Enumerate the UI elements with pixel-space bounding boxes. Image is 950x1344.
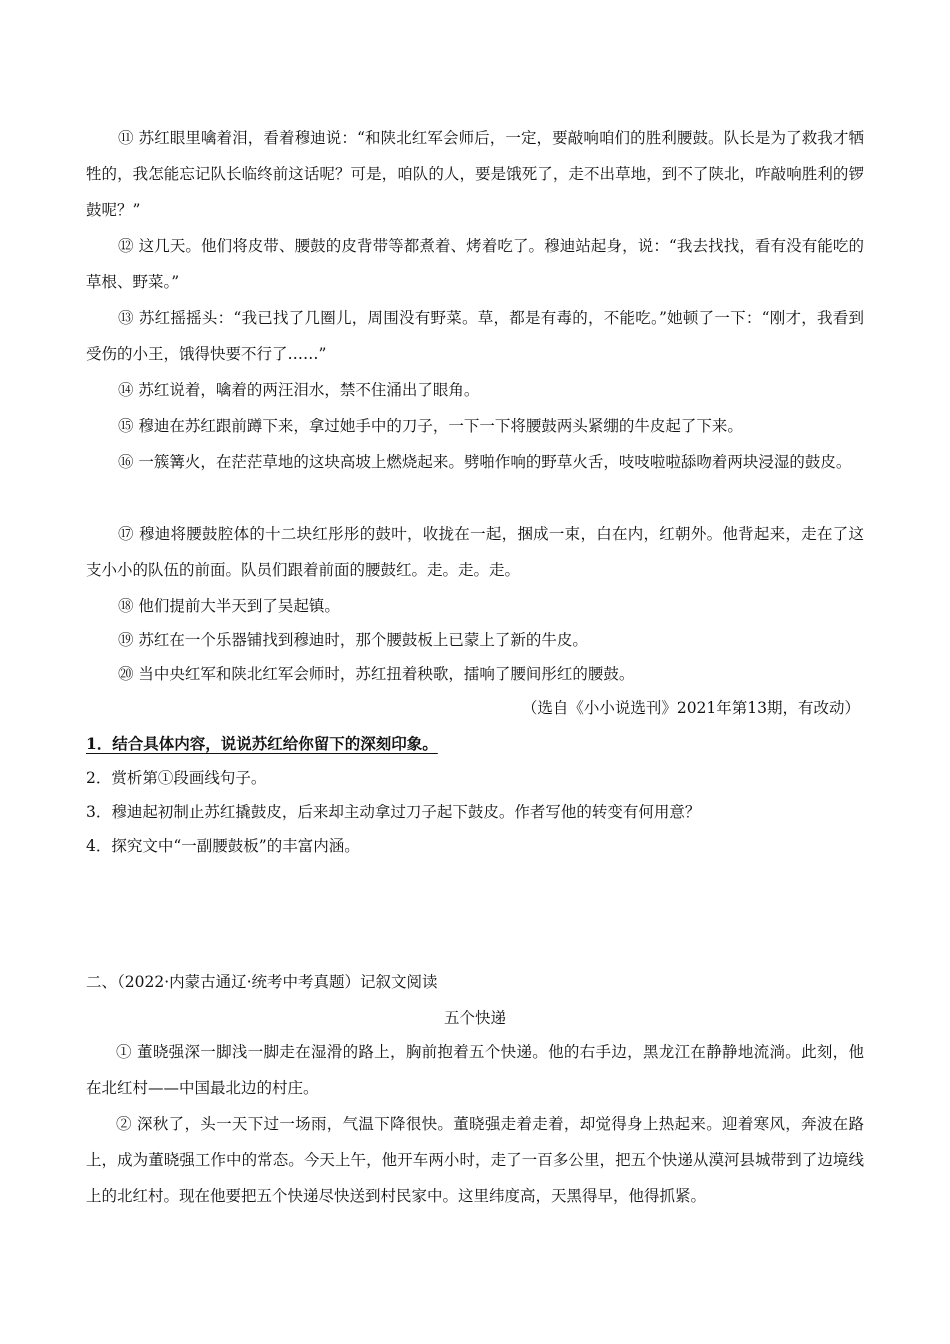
passage-paragraph-1: ① 董晓强深一脚浅一脚走在湿滑的路上，胸前抱着五个快递。他的右手边，黑龙江在静静地流淌。此刻，他在北红村——中国最北边的村庄。 [86, 1043, 864, 1097]
story-paragraph-11: ⑪ 苏红眼里噙着泪，看着穆迪说：“和陕北红军会师后，一定，要敲响咱们的胜利腰鼓。队长是为了救我才牺牲的，我怎能忘记队长临终前这话呢？可是，咱队的人，要是饿死了，走不出草地，到不了陕北，咋敲响胜利的锣鼓呢？” [86, 129, 864, 219]
question-3: 3．穆迪起初制止苏红撬鼓皮，后来却主动拿过刀子起下鼓皮。作者写他的转变有何用意？ [86, 803, 701, 821]
story-source-citation: （选自《小小说选刊》2021年第13期，有改动） [521, 699, 860, 717]
question-1: 1．结合具体内容，说说苏红给你留下的深刻印象。 [86, 734, 438, 753]
story-paragraph-18: ⑱ 他们提前大半天到了吴起镇。 [118, 597, 340, 615]
passage-paragraph-2: ② 深秋了，头一天下过一场雨，气温下降很快。董晓强走着走着，却觉得身上热起来。迎着寒风，奔波在路上，成为董晓强工作中的常态。今天上午，他开车两小时，走了一百多公里，把五个快递从漠河县城带到了边境线上的北红村。现在他要把五个快递尽快送到村民家中。这里纬度高，天黑得早，他得抓紧。 [86, 1115, 864, 1205]
story-paragraph-13: ⑬ 苏红摇摇头：“我已找了几圈儿，周围没有野菜。草，都是有毒的，不能吃。”她顿了一下：“刚才，我看到受伤的小王，饿得快要不行了……” [86, 309, 864, 363]
question-4: 4．探究文中“一副腰鼓板”的丰富内涵。 [86, 837, 360, 855]
story-paragraph-16: ⑯ 一簇篝火，在茫茫草地的这块高坡上燃烧起来。劈啪作响的野草火舌，吱吱啦啦舔吻着两块浸湿的鼓皮。 [118, 453, 852, 471]
story-paragraph-12: ⑫ 这几天。他们将皮带、腰鼓的皮背带等都煮着、烤着吃了。穆迪站起身，说：“我去找找，看有没有能吃的草根、野菜。” [86, 237, 864, 291]
story-paragraph-15: ⑮ 穆迪在苏红跟前蹲下来，拿过她手中的刀子，一下一下将腰鼓两头紧绷的牛皮起了下来。 [118, 417, 743, 435]
story-paragraph-17: ⑰ 穆迪将腰鼓腔体的十二块红彤彤的鼓叶，收拢在一起，捆成一束，白在内，红朝外。他背起来，走在了这支小小的队伍的前面。队员们跟着前面的腰鼓红。走。走。走。 [86, 525, 864, 579]
story-paragraph-14: ⑭ 苏红说着，噙着的两汪泪水，禁不住涌出了眼角。 [118, 381, 480, 399]
question-2: 2．赏析第①段画线句子。 [86, 769, 267, 787]
story-paragraph-19: ⑲ 苏红在一个乐器铺找到穆迪时，那个腰鼓板上已蒙上了新的牛皮。 [118, 631, 588, 649]
passage-title: 五个快递 [443, 1009, 506, 1027]
section-heading: 二、（2022·内蒙古通辽·统考中考真题）记叙文阅读 [86, 973, 438, 991]
story-paragraph-20: ⑳ 当中央红军和陕北红军会师时，苏红扭着秧歌，擂响了腰间彤红的腰鼓。 [118, 665, 635, 683]
